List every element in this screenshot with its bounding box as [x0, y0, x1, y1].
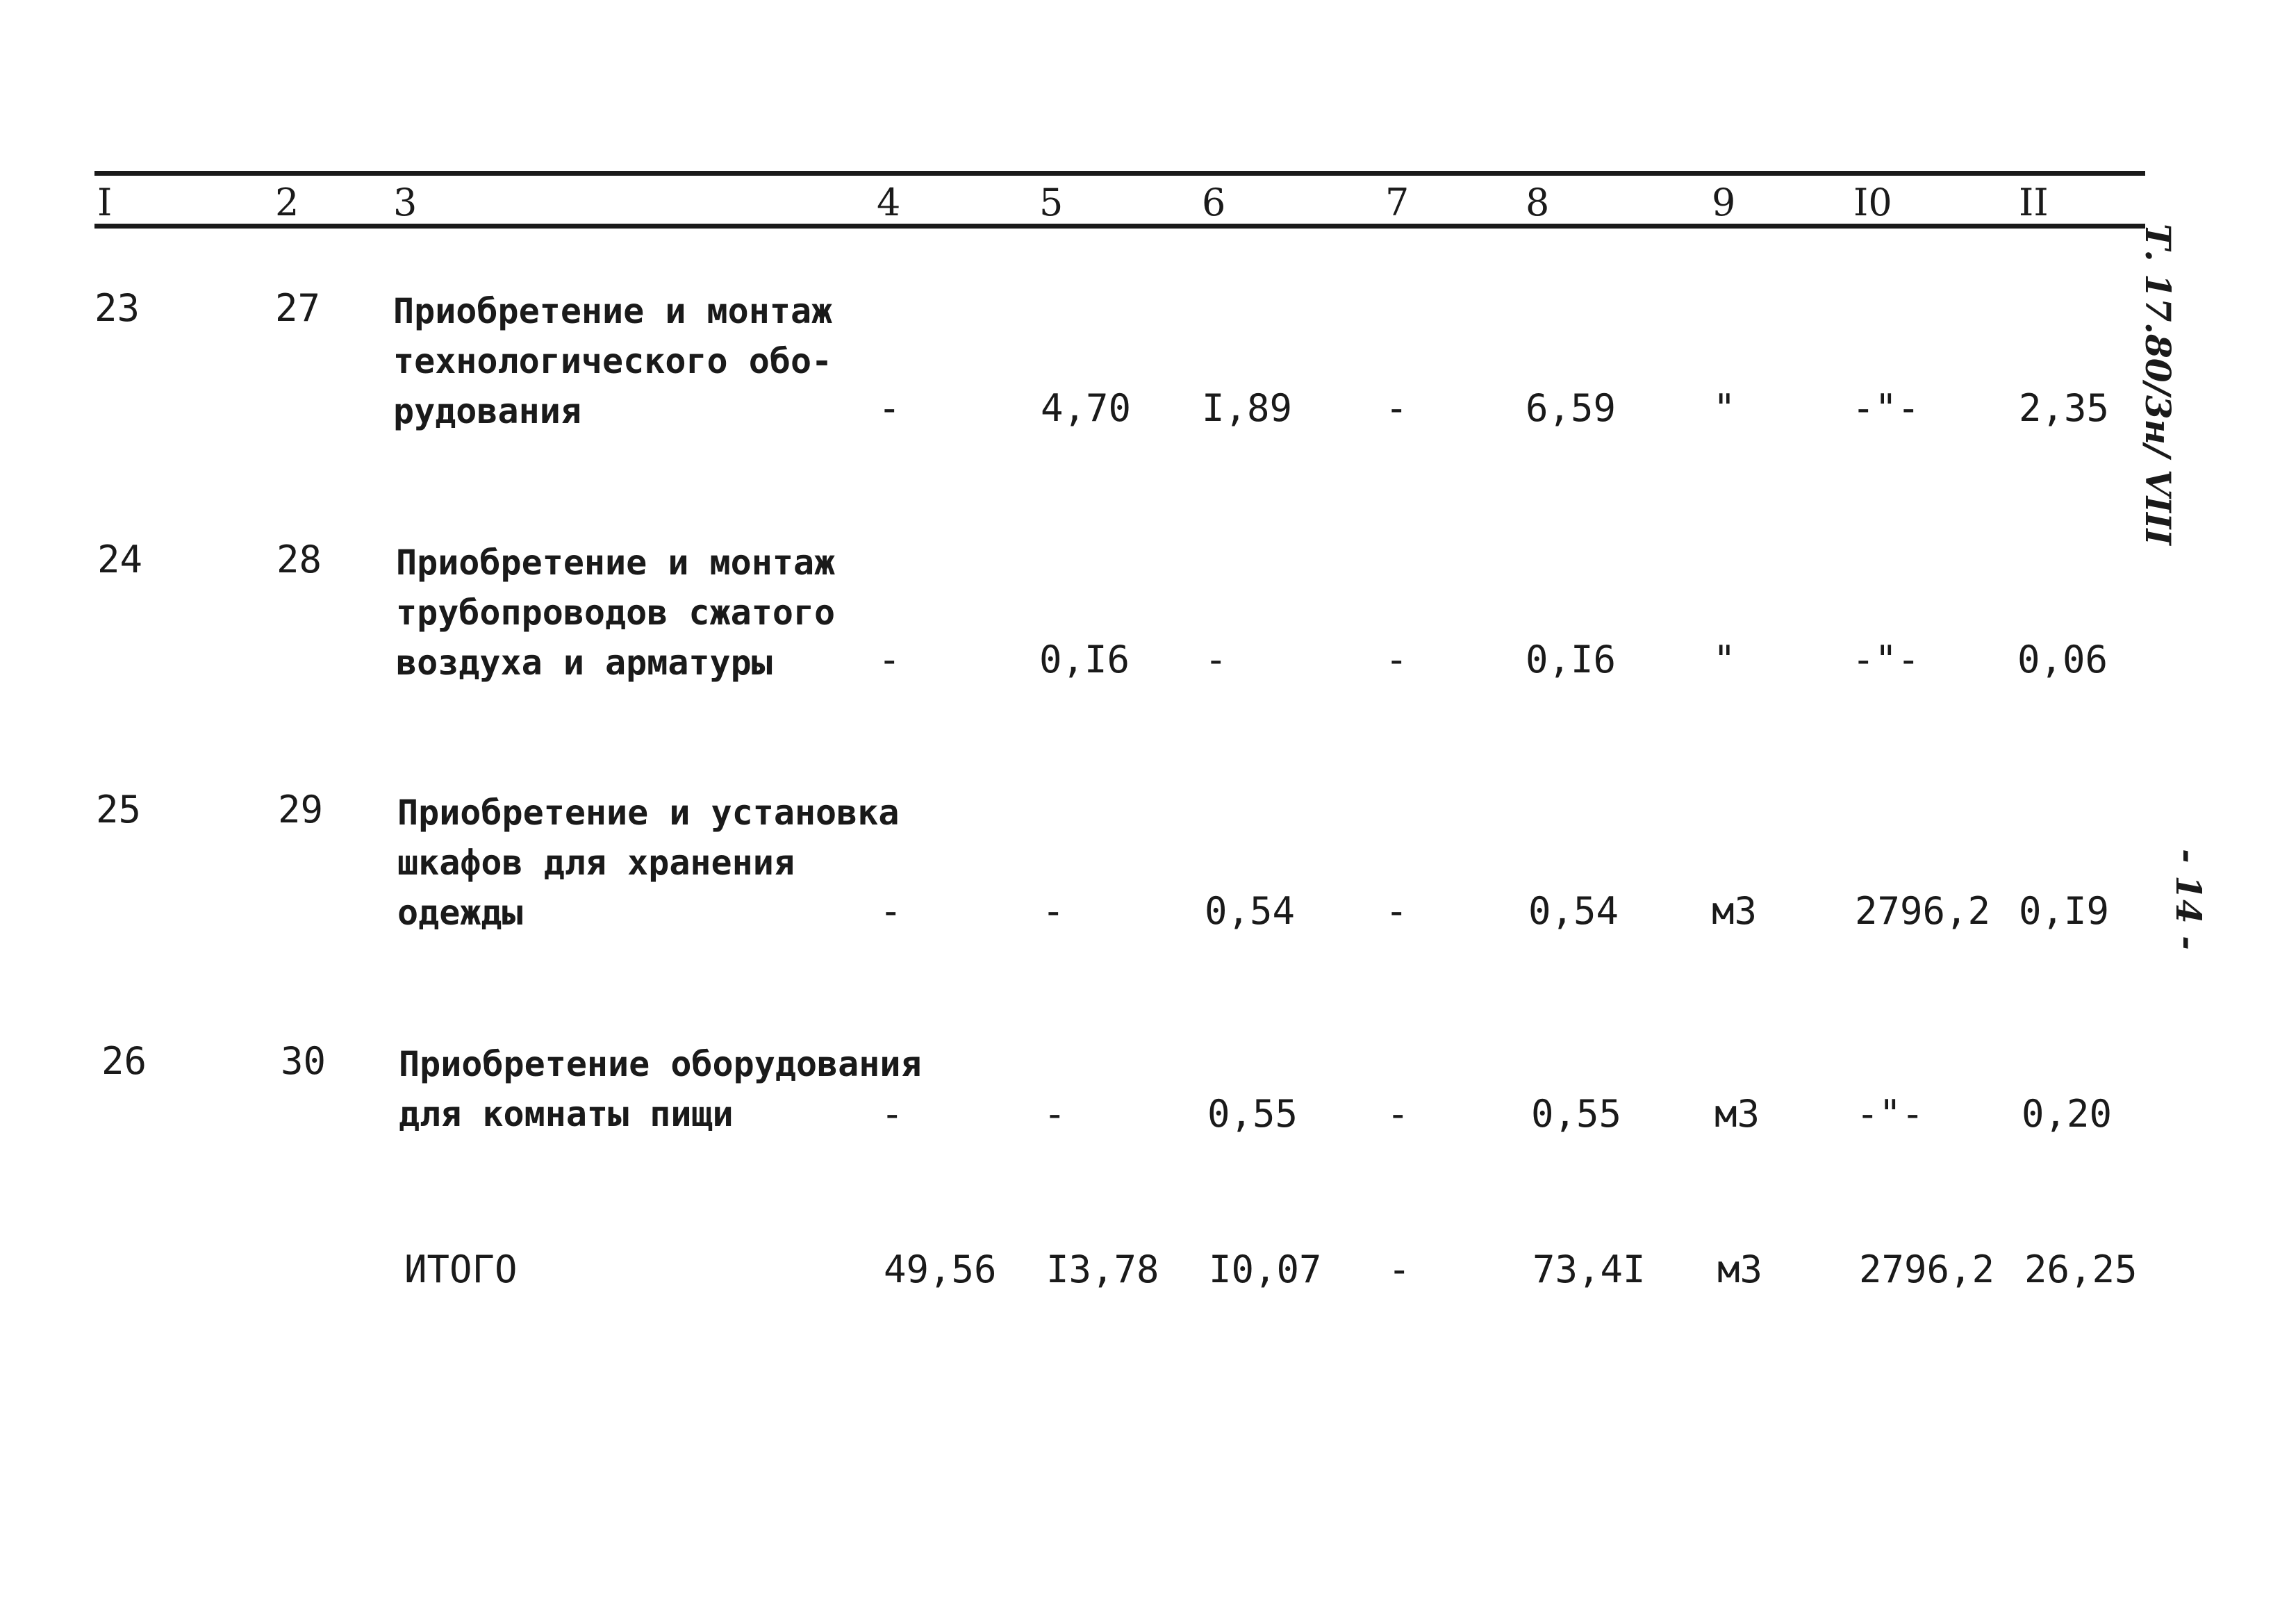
cell-col10: -"- [1852, 386, 1920, 430]
cell-col9: м3 [1714, 1092, 1760, 1136]
total-cell-col11: 26,25 [2024, 1248, 2138, 1291]
total-cell-col7: - [1388, 1248, 1411, 1291]
description-line: трубопроводов сжатого [396, 593, 836, 633]
description-line: шкафов для хранения [397, 843, 795, 883]
column-header-8: 8 [1526, 181, 1550, 224]
cell-col1: 23 [94, 286, 140, 330]
description-line: для комнаты пищи [399, 1094, 734, 1134]
cell-col7: - [1385, 889, 1408, 933]
column-header-5: 5 [1039, 181, 1064, 224]
cell-col2: 28 [276, 538, 322, 581]
column-header-4: 4 [877, 181, 901, 224]
cell-col4: - [879, 889, 902, 933]
document-number: Т. 17.80/3н/ VIII [2138, 224, 2179, 545]
cell-col8: 0,54 [1528, 889, 1619, 933]
cell-col8: 0,I6 [1526, 638, 1617, 681]
column-header-2: 2 [275, 181, 299, 224]
cell-col1: 25 [96, 788, 142, 831]
total-label: ИТОГО [404, 1248, 518, 1291]
column-header-11: II [2019, 181, 2049, 224]
column-header-10: I0 [1853, 181, 1892, 224]
cell-description [397, 788, 899, 938]
cell-col10: -"- [1856, 1092, 1924, 1136]
cell-col7: - [1387, 1092, 1410, 1136]
cell-col6: - [1205, 638, 1228, 681]
cell-col5: - [1043, 1092, 1066, 1136]
total-cell-col8: 73,4I [1532, 1248, 1646, 1291]
description-line: Приобретение оборудования [399, 1044, 922, 1084]
cell-col8: 6,59 [1526, 386, 1617, 430]
cell-col2: 30 [281, 1039, 327, 1083]
cell-col1: 26 [101, 1039, 147, 1083]
cell-col9: " [1713, 386, 1736, 430]
column-header-9: 9 [1712, 181, 1736, 224]
cell-description [396, 538, 835, 688]
total-cell-col4: 49,56 [884, 1248, 997, 1291]
cell-col11: 0,I9 [2019, 889, 2110, 933]
cell-col4: - [878, 386, 901, 430]
description-line: воздуха и арматуры [396, 643, 772, 683]
cell-col10: -"- [1852, 638, 1920, 681]
description-line: технологического обо- [393, 341, 833, 381]
total-cell-col9: м3 [1717, 1248, 1763, 1291]
cell-col2: 27 [275, 286, 321, 330]
cell-col6: 0,54 [1205, 889, 1296, 933]
cell-col8: 0,55 [1531, 1092, 1622, 1136]
cell-col2: 29 [278, 788, 324, 831]
description-line: Приобретение и монтаж [396, 542, 836, 583]
cell-col9: м3 [1712, 889, 1758, 933]
cell-col5: 4,70 [1041, 386, 1132, 430]
cell-col7: - [1385, 638, 1408, 681]
column-header-7: 7 [1385, 181, 1410, 224]
cell-col6: 0,55 [1207, 1092, 1298, 1136]
column-header-6: 6 [1202, 181, 1226, 224]
description-line: Приобретение и монтаж [393, 291, 833, 331]
cell-col4: - [881, 1092, 904, 1136]
cell-col10: 2796,2 [1855, 889, 1991, 933]
total-cell-col6: I0,07 [1209, 1248, 1322, 1291]
cell-col4: - [878, 638, 901, 681]
cell-col9: " [1713, 638, 1736, 681]
page-number: - 14 - [2168, 849, 2209, 950]
cell-col5: - [1042, 889, 1065, 933]
cell-col11: 2,35 [2019, 386, 2110, 430]
total-cell-col5: I3,78 [1046, 1248, 1159, 1291]
cell-col11: 0,06 [2017, 638, 2108, 681]
column-header-3: 3 [393, 181, 418, 224]
description-line: Приобретение и установка [397, 793, 900, 833]
description-line: рудования [393, 391, 581, 431]
cell-description [393, 286, 832, 436]
table-top-rule [94, 171, 2145, 176]
cell-col7: - [1385, 386, 1408, 430]
description-line: одежды [397, 893, 523, 933]
cell-col1: 24 [97, 538, 143, 581]
column-header-1: I [97, 181, 113, 224]
cell-description [399, 1039, 922, 1139]
cell-col6: I,89 [1202, 386, 1293, 430]
cell-col5: 0,I6 [1039, 638, 1130, 681]
cell-col11: 0,20 [2022, 1092, 2113, 1136]
total-cell-col10: 2796,2 [1859, 1248, 1995, 1291]
